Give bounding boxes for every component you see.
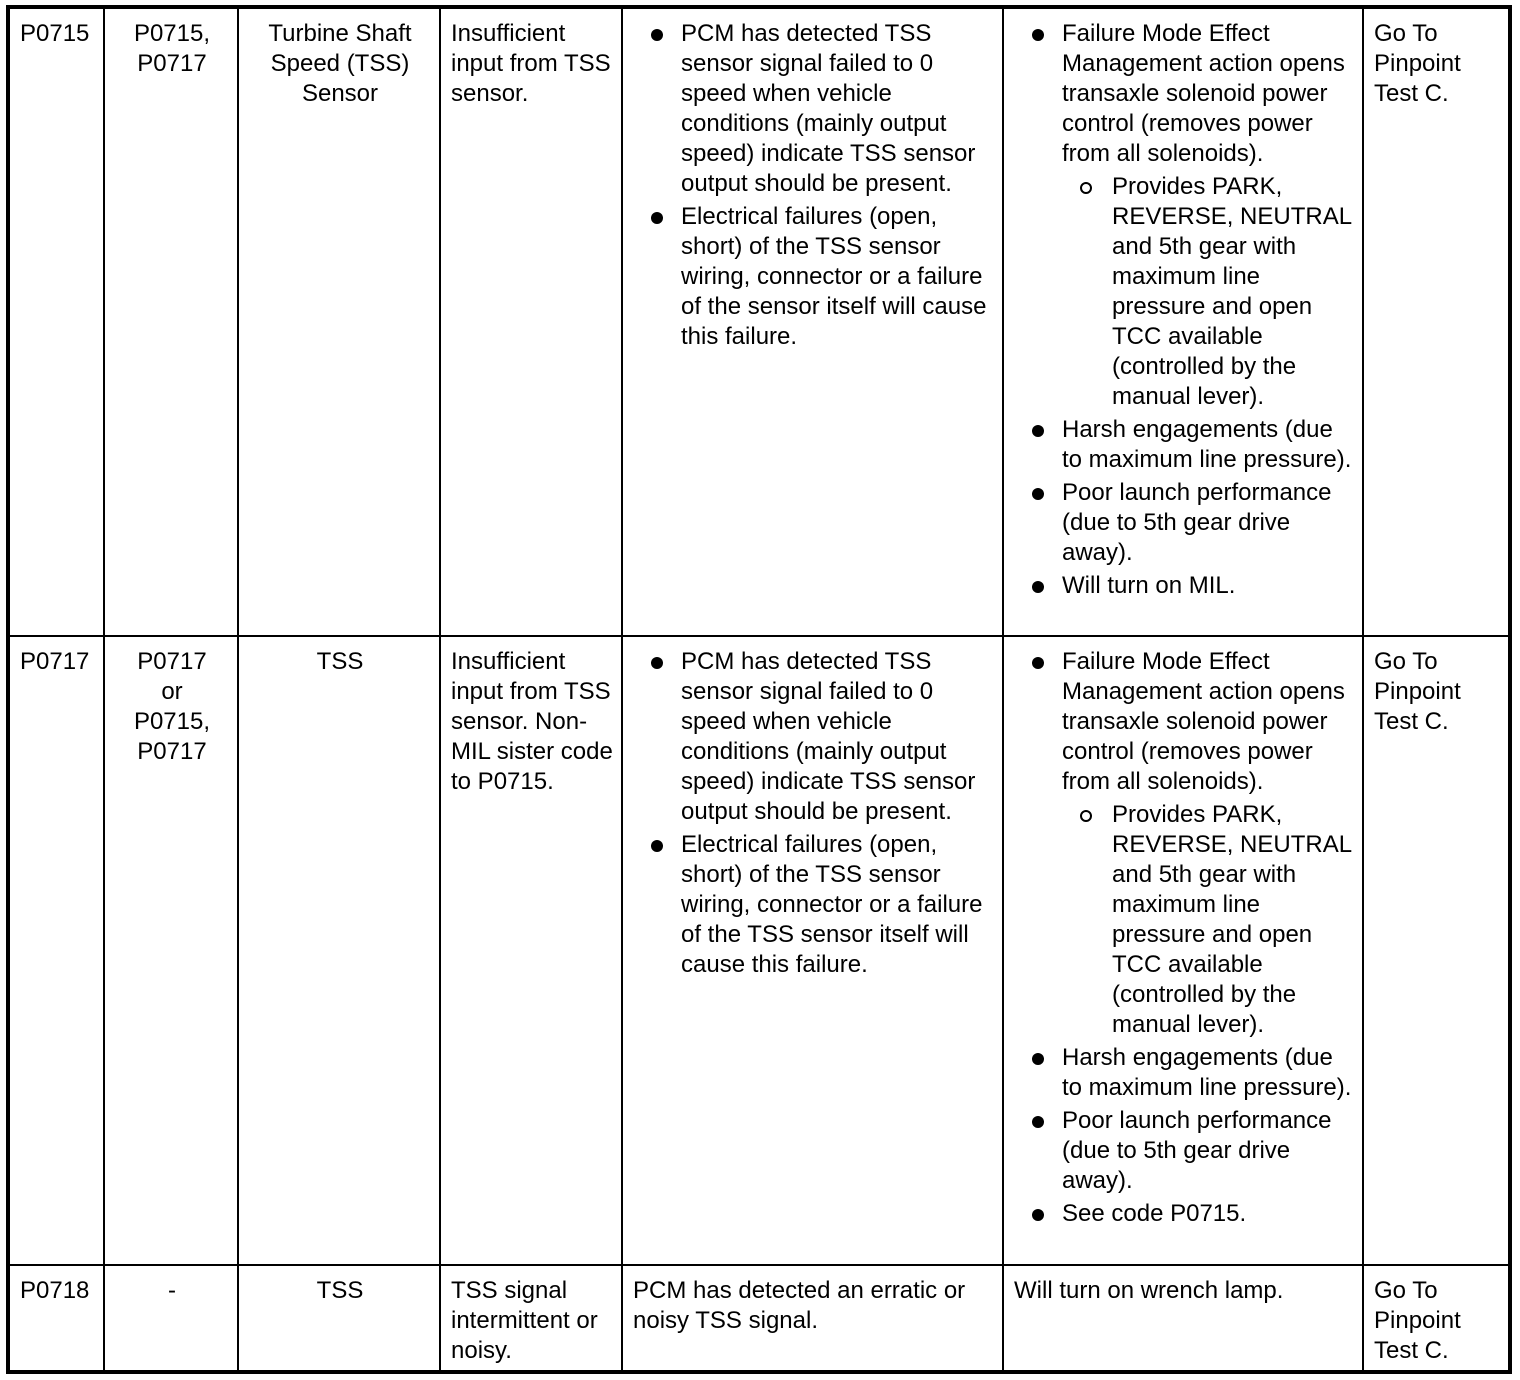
dtc-code-cell (8, 1265, 104, 1372)
codes-set-line: P0717 (137, 50, 207, 77)
codes-set-cell (104, 636, 238, 1265)
bullet-item: PCM has detected TSS sensor signal failed to 0 speed when vehicle conditions (mainly output speed) indicate TSS sensor output should be present. (633, 647, 994, 827)
codes-set-line: P0715, (133, 20, 211, 47)
dtc-code-cell (8, 636, 104, 1265)
bullet-item: Will turn on MIL. (1014, 571, 1354, 601)
bullet-item (1014, 19, 1354, 412)
action-cell (1363, 636, 1510, 1265)
action-cell (1363, 1265, 1510, 1372)
component-line: Sensor (301, 80, 379, 107)
component-cell (238, 1265, 440, 1372)
description-cell (440, 636, 622, 1265)
bullet-text: Failure Mode Effect Management action opens transaxle solenoid power control (removes power from all solenoids). (1062, 20, 1345, 167)
dtc-code: P0715 (20, 20, 90, 47)
table-row (8, 636, 1510, 1265)
bullet-text: Failure Mode Effect Management action opens transaxle solenoid power control (removes power from all solenoids). (1062, 648, 1345, 795)
table-row (8, 7, 1510, 636)
description-text: Insufficient input from TSS sensor. (451, 20, 611, 107)
description-text: Insufficient input from TSS sensor. Non-MIL sister code to P0715. (451, 648, 613, 795)
codes-set-line: P0717 (137, 648, 207, 675)
action-text: Go To Pinpoint Test C. (1374, 20, 1461, 107)
description-cell (440, 1265, 622, 1372)
codes-set-line: P0717 (137, 738, 207, 765)
conditions-list (633, 647, 994, 980)
bullet-item: Electrical failures (open, short) of the TSS sensor wiring, connector or a failure of the TSS sensor itself will cause this failure. (633, 830, 994, 980)
bullet-item: Harsh engagements (due to maximum line pressure). (1014, 1043, 1354, 1103)
bullet-item (1014, 647, 1354, 1040)
dtc-table (6, 5, 1512, 1374)
sub-list (1062, 172, 1354, 412)
codes-set-line: - (168, 1277, 176, 1304)
description-cell (440, 7, 622, 636)
bullet-item: See code P0715. (1014, 1199, 1354, 1229)
sub-list (1062, 800, 1354, 1040)
bullet-item: Poor launch performance (due to 5th gear drive away). (1014, 1106, 1354, 1196)
component-line: TSS (316, 1277, 364, 1304)
symptoms-text: Will turn on wrench lamp. (1014, 1277, 1284, 1304)
conditions-cell (622, 636, 1003, 1265)
codes-set-line: or (161, 678, 183, 705)
table-row (8, 1265, 1510, 1372)
dtc-code-cell (8, 7, 104, 636)
symptoms-cell (1003, 7, 1363, 636)
component-cell (238, 7, 440, 636)
dtc-code: P0717 (20, 648, 90, 675)
component-line: TSS (316, 648, 364, 675)
component-cell (238, 636, 440, 1265)
description-text: TSS signal intermittent or noisy. (451, 1277, 598, 1364)
action-text: Go To Pinpoint Test C. (1374, 648, 1461, 735)
codes-set-cell (104, 1265, 238, 1372)
conditions-cell (622, 7, 1003, 636)
sub-bullet-item: Provides PARK, REVERSE, NEUTRAL and 5th gear with maximum line pressure and open TCC available (controlled by the manual lever). (1062, 172, 1354, 412)
action-cell (1363, 7, 1510, 636)
conditions-cell (622, 1265, 1003, 1372)
sub-bullet-item: Provides PARK, REVERSE, NEUTRAL and 5th gear with maximum line pressure and open TCC available (controlled by the manual lever). (1062, 800, 1354, 1040)
symptoms-cell (1003, 636, 1363, 1265)
bullet-item: Poor launch performance (due to 5th gear drive away). (1014, 478, 1354, 568)
codes-set-cell (104, 7, 238, 636)
conditions-list (633, 19, 994, 352)
bullet-item: PCM has detected TSS sensor signal failed to 0 speed when vehicle conditions (mainly output speed) indicate TSS sensor output should be present. (633, 19, 994, 199)
action-text: Go To Pinpoint Test C. (1374, 1277, 1461, 1364)
symptoms-cell (1003, 1265, 1363, 1372)
bullet-item: Harsh engagements (due to maximum line pressure). (1014, 415, 1354, 475)
conditions-text: PCM has detected an erratic or noisy TSS signal. (633, 1277, 966, 1334)
dtc-code: P0718 (20, 1277, 90, 1304)
component-line: Turbine Shaft (268, 20, 412, 47)
symptoms-list (1014, 19, 1354, 601)
symptoms-list (1014, 647, 1354, 1229)
component-line: Speed (TSS) (270, 50, 410, 77)
bullet-item: Electrical failures (open, short) of the TSS sensor wiring, connector or a failure of the sensor itself will cause this failure. (633, 202, 994, 352)
codes-set-line: P0715, (133, 708, 211, 735)
